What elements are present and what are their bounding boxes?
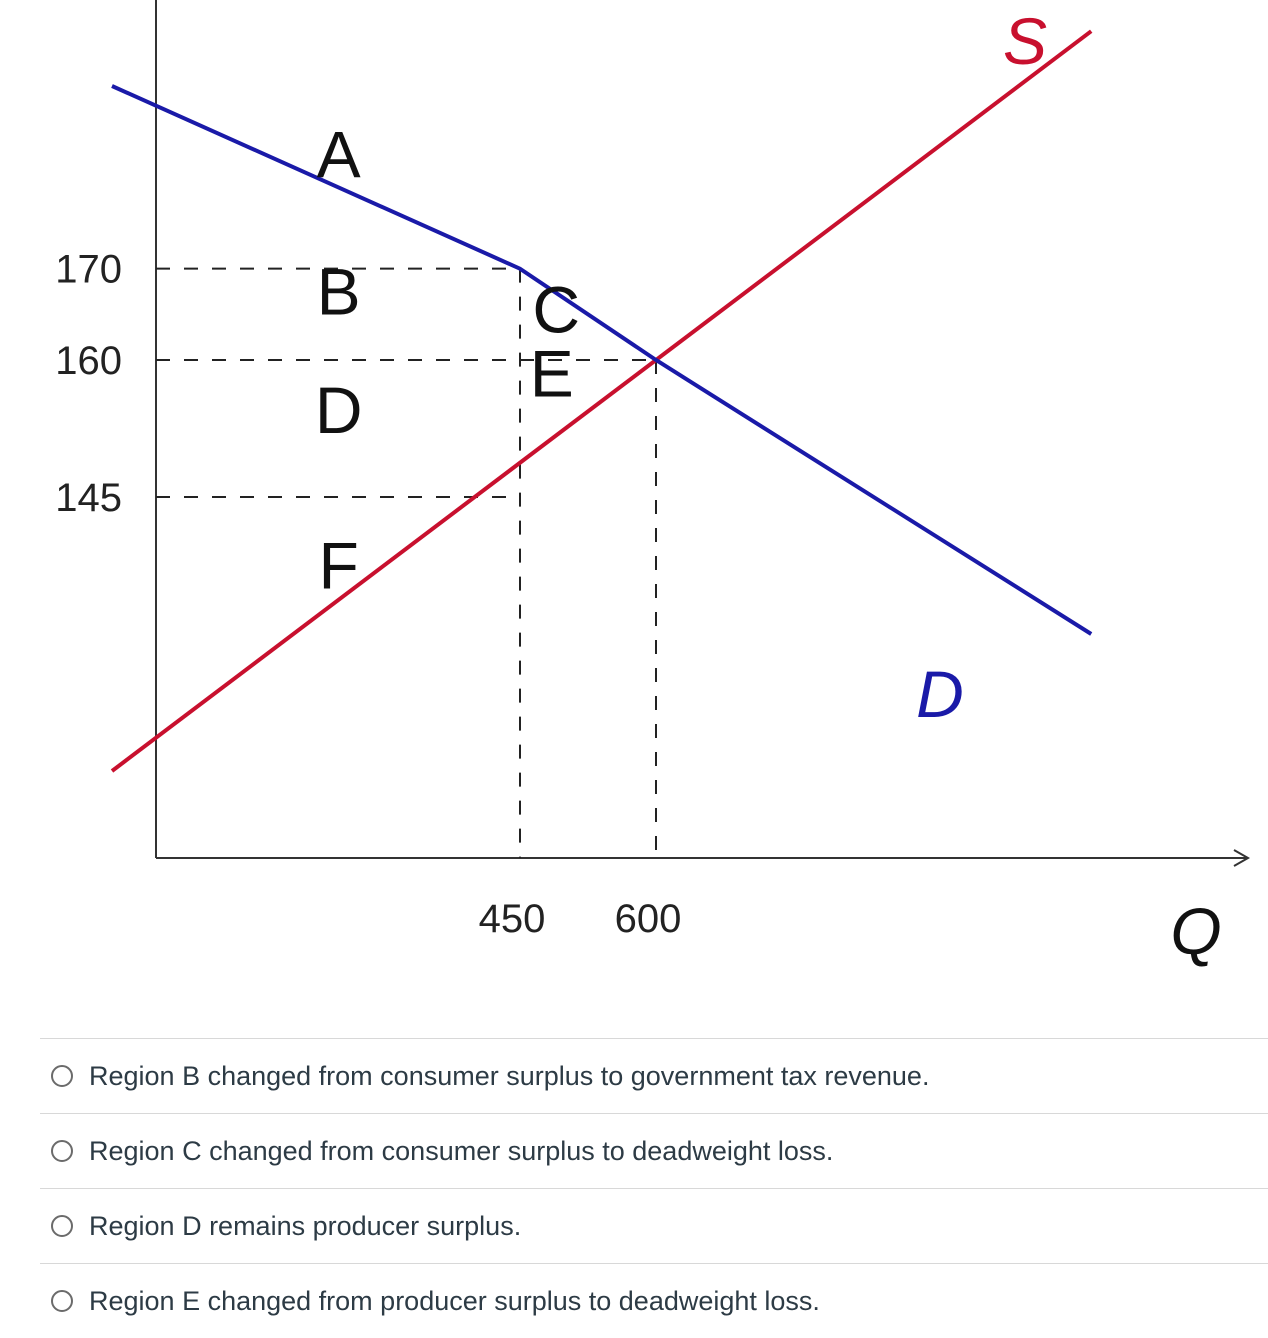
option-label: Region B changed from consumer surplus to government tax revenue. [89,1060,930,1091]
region-label-b: B [316,254,361,329]
demand-label: D [916,657,964,731]
option-label: Region E changed from producer surplus to deadweight loss. [89,1285,820,1316]
option-row-d[interactable] [40,1188,1268,1263]
supply-label: S [1002,4,1048,78]
price-tick-145: 145 [55,476,122,520]
option-row-c[interactable] [40,1113,1268,1188]
region-label-a: A [316,117,361,192]
quantity-tick-600: 600 [614,897,682,941]
price-tick-160: 160 [55,339,122,383]
option-label: Region D remains producer surplus. [89,1210,522,1241]
radio-icon[interactable] [51,1140,73,1162]
quantity-tick-450: 450 [478,897,546,941]
curve-d [112,86,1091,634]
price-tick-170: 170 [55,247,122,292]
radio-icon[interactable] [51,1290,73,1312]
region-label-e: E [529,336,574,411]
region-label-d: D [314,373,363,448]
region-label-f: F [318,528,359,603]
option-row-b[interactable] [40,1038,1268,1113]
option-row-e[interactable] [40,1263,1268,1338]
x-axis-label: Q [1170,894,1222,968]
answer-options [40,1038,1268,1338]
radio-icon[interactable] [51,1065,73,1087]
radio-icon[interactable] [51,1215,73,1237]
region-label-c: C [532,272,581,347]
option-label: Region C changed from consumer surplus to deadweight loss. [89,1135,834,1166]
